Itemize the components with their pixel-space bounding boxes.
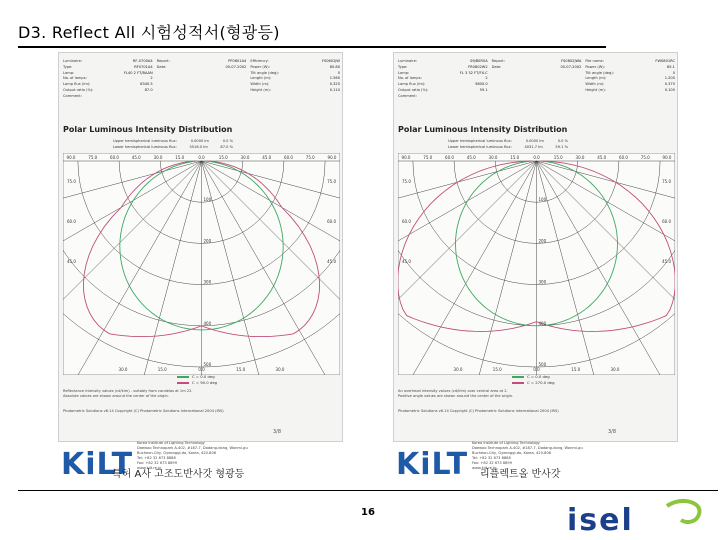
metadata-value: PF0601A4	[228, 59, 247, 63]
angle-label: 15.0	[553, 155, 563, 160]
angle-label: 15.0	[236, 367, 246, 372]
metadata-key: Lamp:	[63, 70, 75, 75]
metadata-value: 1.205	[664, 76, 675, 81]
angle-label: 15.0	[218, 155, 228, 160]
chart-legend	[512, 374, 554, 386]
radial-value-label: 400	[538, 320, 547, 326]
isel-logo-swoosh	[667, 501, 699, 522]
chart-note: Reflectance intensity values (cd/klm) - suitably from candelas at 1m 22.	[63, 389, 193, 393]
metadata-value: 0.375	[664, 82, 675, 87]
radial-value-label: 500	[203, 362, 212, 367]
isel-logo-text: isel	[567, 503, 634, 534]
angle-label: 60.0	[445, 155, 454, 160]
metadata-key: Lamp:	[398, 70, 410, 75]
angle-label: 0.0	[198, 155, 205, 160]
angle-label: 45.0	[597, 155, 607, 160]
angle-label: 45.0	[466, 155, 476, 160]
page-number: 16	[361, 507, 375, 518]
angle-label: 75.0	[423, 155, 433, 160]
copyright-line: Photometric Solutions v6.14 Copyright (C) Photometric Solutions International 2004 (IRS)	[398, 409, 559, 413]
metadata-key: Lamp flux (lm):	[398, 82, 426, 87]
angle-label: 60.0	[402, 219, 411, 224]
angle-label: 60.0	[284, 155, 293, 160]
chart-note: Positive angle values are shown around the center of the origin.	[398, 394, 514, 399]
metadata-value: 87.0	[144, 87, 153, 92]
angle-label: 60.0	[662, 219, 671, 224]
flux-cell: 0.0 %	[222, 139, 233, 143]
radial-value-label: 100	[538, 197, 547, 203]
metadata-column	[398, 59, 488, 123]
metadata-value: 6340.5	[140, 82, 153, 87]
radial-value-label: 400	[203, 320, 212, 326]
legend-entry	[512, 380, 554, 386]
institute-line: Daewoo Technopark A-402, #187-7, Dodang-dong, Wonmi-gu	[137, 446, 248, 450]
institute-line: Korea Institute of Lighting Technology	[137, 441, 205, 445]
flux-cell: 59.1 %	[555, 144, 568, 149]
metadata-key: Comment:	[63, 93, 82, 98]
metadata-value: 5800.0	[475, 82, 488, 87]
angle-label: 45.0	[67, 259, 76, 264]
angle-label: 60.0	[110, 155, 119, 160]
angle-label: 30.0	[453, 367, 463, 372]
angle-label: 0.0	[533, 155, 540, 160]
report-metadata	[398, 59, 675, 123]
institute-line: Fax: +82 32 673 8899	[137, 461, 178, 465]
chart-note: Absolute values are shown around the center of the origin.	[63, 394, 169, 399]
flux-cell: Lower hemispherical luminous flux:	[113, 144, 177, 149]
angle-label: 90.0	[401, 155, 411, 160]
metadata-value: 85.80	[329, 64, 340, 69]
angle-label: 45.0	[327, 259, 336, 264]
angle-label: 75.0	[305, 155, 315, 160]
angle-label: 30.0	[275, 367, 285, 372]
metadata-key: Height (m):	[585, 87, 606, 92]
metadata-key: Type:	[63, 64, 73, 69]
metadata-key: Power (W):	[585, 64, 605, 69]
flux-cell: Lower hemispherical luminous flux:	[448, 144, 512, 149]
title-underline	[18, 46, 606, 48]
angle-label: 90.0	[327, 155, 337, 160]
metadata-key: File name:	[585, 59, 604, 63]
metadata-column	[585, 59, 675, 123]
angle-label: 30.0	[575, 155, 585, 160]
metadata-value: 0	[337, 70, 340, 75]
metadata-key: Luminaire:	[63, 59, 83, 63]
metadata-key: Length (m):	[250, 76, 272, 81]
page-title: D3. Reflect All 시험성적서(형광등)	[18, 23, 280, 42]
metadata-key: Report:	[491, 59, 505, 63]
caption-right: 리플렉트올 반사갓	[480, 469, 561, 480]
metadata-column	[492, 59, 582, 123]
radial-value-label: 100	[203, 197, 212, 203]
kilt-logo-text: KiLT	[61, 447, 134, 482]
metadata-key: Date:	[156, 64, 167, 69]
institute-line: Tel: +82 32 673 8888	[137, 456, 176, 460]
metadata-key: No. of lamps:	[63, 76, 87, 81]
radial-value-label: 300	[203, 279, 212, 285]
flux-cell: 5516.0 lm	[189, 144, 208, 149]
metadata-value: 2	[150, 76, 153, 81]
angle-label: 45.0	[131, 155, 141, 160]
copyright-line: Photometric Solutions v6.14 Copyright (C) Photometric Solutions International 2004 (IRS)	[63, 409, 224, 413]
angle-label: 90.0	[662, 155, 672, 160]
metadata-key: Length (m):	[585, 76, 607, 81]
legend-entry	[177, 380, 217, 386]
angle-label: 30.0	[240, 155, 250, 160]
metadata-key: Comment:	[398, 93, 417, 98]
chart-notes	[398, 389, 675, 400]
radial-value-label: 200	[538, 238, 547, 244]
angle-label: 30.0	[153, 155, 163, 160]
metadata-column	[157, 59, 247, 123]
metadata-value: FL40 2 FT/BAAN	[123, 70, 153, 75]
flux-cell: 0.0000 lm	[525, 139, 544, 143]
chart-legend	[177, 374, 217, 386]
metadata-value: S9JB0RSA	[469, 59, 488, 63]
metadata-key: Output ratio (%):	[398, 87, 429, 92]
metadata-key: Luminaire:	[398, 59, 418, 63]
metadata-value: 0.325	[329, 82, 340, 87]
institute-line: Daewoo Technopark A-402, #187-7, Dodang-dong, Wonmi-gu	[472, 446, 583, 450]
metadata-value: 59.1	[479, 87, 488, 92]
caption-left: 특허 A사 고조도반사갓 형광등	[112, 469, 245, 480]
metadata-key: Report:	[156, 59, 170, 63]
metadata-value: 05-07-2002	[560, 64, 582, 69]
metadata-key: No. of lamps:	[398, 76, 422, 81]
angle-label: 15.0	[175, 155, 185, 160]
legend-swatch	[512, 382, 524, 384]
kilt-logo	[396, 447, 468, 482]
flux-summary	[448, 139, 568, 150]
sheet-page-ref: 3/8	[608, 429, 617, 435]
metadata-row	[585, 88, 675, 94]
polar-chart	[398, 153, 675, 375]
report-metadata	[63, 59, 340, 123]
angle-label: 15.0	[157, 367, 167, 372]
institute-line: Korea Institute of Lighting Technology	[472, 441, 540, 445]
flux-cell: 0.0000 lm	[190, 139, 209, 143]
metadata-value: 0.105	[664, 87, 675, 92]
angle-label: 75.0	[640, 155, 650, 160]
distribution-title: Polar Luminous Intensity Distribution	[63, 125, 233, 134]
metadata-value: RF-0700A4	[132, 59, 153, 63]
institute-line: Bucheon-City, Gyeonggi-do, Korea, 420-806	[137, 451, 217, 455]
angle-label: 15.0	[571, 367, 581, 372]
angle-label: 75.0	[327, 179, 336, 184]
angle-label: 60.0	[327, 219, 336, 224]
legend-swatch	[512, 376, 524, 378]
angle-label: 75.0	[88, 155, 98, 160]
metadata-row	[63, 94, 153, 100]
metadata-key: Width (m):	[585, 82, 605, 87]
institute-line: Tel: +82 32 673 8888	[472, 456, 511, 460]
metadata-key: Output ratio (%):	[63, 87, 94, 92]
angle-label: 45.0	[662, 259, 671, 264]
metadata-value: FL 3 32 FT/FX-C	[459, 70, 488, 75]
sheet-page-ref: 3/8	[273, 429, 282, 435]
metadata-key: Power (W):	[250, 64, 270, 69]
angle-label: 75.0	[67, 179, 76, 184]
angle-label: 15.0	[492, 367, 502, 372]
angle-label: 45.0	[402, 259, 411, 264]
angle-label: 90.0	[66, 155, 76, 160]
polar-chart	[63, 153, 340, 375]
metadata-row	[250, 88, 340, 94]
legend-swatch	[177, 382, 189, 384]
angle-label: 60.0	[619, 155, 628, 160]
metadata-column	[250, 59, 340, 123]
institute-line: www.kilt.re.kr	[472, 466, 497, 470]
metadata-key: Tilt angle (deg):	[585, 70, 614, 75]
metadata-key: Tilt angle (deg):	[250, 70, 279, 75]
metadata-value: FS0602JW	[321, 59, 340, 63]
metadata-key: Type:	[398, 64, 408, 69]
angle-label: 45.0	[262, 155, 272, 160]
flux-cell: Upper hemispherical luminous flux:	[113, 139, 177, 143]
flux-cell: 87.0 %	[220, 144, 233, 149]
legend-label: C = 90.0 deg	[192, 380, 218, 385]
radial-value-label: 500	[538, 362, 547, 367]
chart-notes	[63, 389, 340, 400]
angle-label: 75.0	[662, 179, 671, 184]
angle-label: 0.0	[533, 367, 540, 372]
institute-line: www.kilt.re.kr	[137, 466, 162, 470]
legend-label: C = 270.0 deg	[527, 380, 555, 385]
metadata-row	[492, 65, 582, 71]
flux-summary	[113, 139, 233, 150]
legend-label: C = 0.0 deg	[192, 374, 215, 379]
metadata-key: Lamp flux (lm):	[63, 82, 91, 87]
metadata-value: 05-07-2002	[225, 64, 247, 69]
angle-label: 15.0	[510, 155, 520, 160]
metadata-column	[63, 59, 153, 123]
metadata-value: FW0801RC	[655, 59, 675, 63]
metadata-value: RF0701A4	[134, 64, 153, 69]
metadata-row	[157, 65, 247, 71]
metadata-key: Date:	[491, 64, 502, 69]
metadata-value: FS0802JWA	[561, 59, 582, 63]
footer-rule	[18, 490, 718, 491]
radial-value-label: 200	[203, 238, 212, 244]
metadata-value: FR0802W2	[468, 64, 488, 69]
radial-value-label: 300	[538, 279, 547, 285]
metadata-row	[398, 94, 488, 100]
metadata-key: Height (m):	[250, 87, 271, 92]
metadata-value: 0	[672, 70, 675, 75]
flux-cell: Upper hemispherical luminous flux:	[448, 139, 512, 143]
angle-label: 75.0	[402, 179, 411, 184]
metadata-value: 2	[485, 76, 488, 81]
angle-label: 30.0	[118, 367, 128, 372]
angle-label: 0.0	[198, 367, 205, 372]
angle-label: 60.0	[67, 219, 76, 224]
chart-note: An overhead intensity values (cd/klm) over central area at 2.	[398, 389, 508, 393]
institute-line: Bucheon-City, Gyeonggi-do, Korea, 420-806	[472, 451, 552, 455]
flux-cell: 0.0 %	[557, 139, 568, 143]
angle-label: 30.0	[488, 155, 498, 160]
metadata-value: 1.560	[329, 76, 340, 81]
legend-swatch	[177, 376, 189, 378]
isel-logo	[563, 498, 709, 534]
kilt-logo-text: KiLT	[396, 447, 469, 482]
flux-row	[113, 145, 233, 151]
flux-cell: 4031.7 lm	[524, 144, 543, 149]
flux-row	[448, 145, 568, 151]
metadata-key: Efficiency:	[250, 59, 269, 63]
legend-label: C = 0.0 deg	[527, 374, 550, 379]
angle-label: 30.0	[610, 367, 620, 372]
institute-line: Fax: +82 32 673 8899	[472, 461, 513, 465]
metadata-value: 85.1	[666, 64, 675, 69]
distribution-title: Polar Luminous Intensity Distribution	[398, 125, 568, 134]
metadata-key: Width (m):	[250, 82, 270, 87]
metadata-value: 0.110	[329, 87, 340, 92]
